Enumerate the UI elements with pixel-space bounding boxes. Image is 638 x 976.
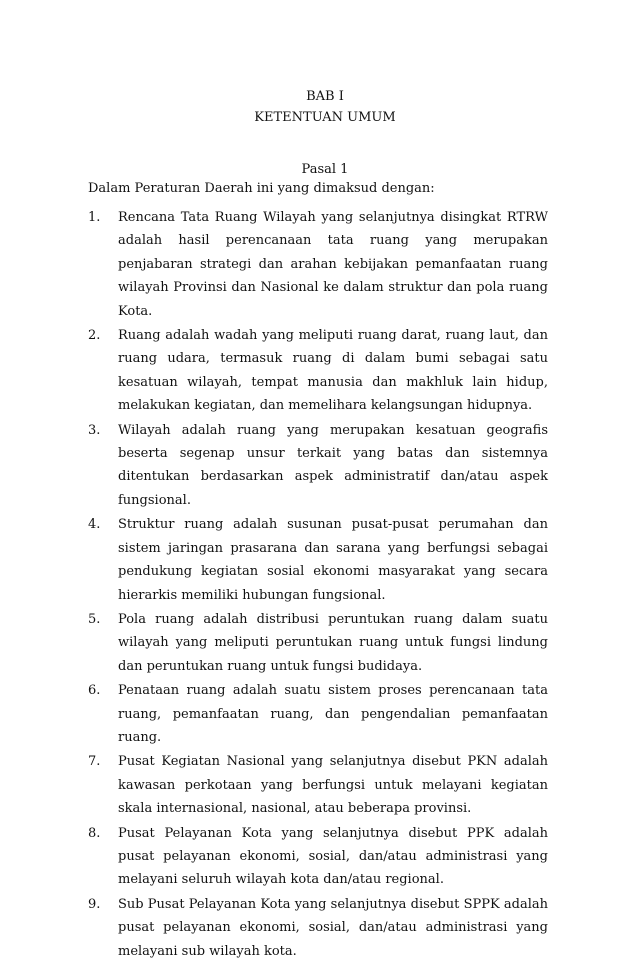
- list-item: [88, 893, 548, 963]
- item-number: 4.: [88, 517, 101, 533]
- item-text: Ruang adalah wadah yang meliputi ruang darat, ruang laut, dan ruang udara, termasuk ruang di dalam bumi sebagai satu kesatuan wilayah, tempat manusia dan makhluk lain hidup, melakukan kegiatan, dan memelihara kelangsungan hidupnya.: [118, 328, 548, 414]
- list-item: [88, 419, 548, 513]
- definitions-intro: Dalam Peraturan Daerah ini yang dimaksud dengan:: [88, 181, 435, 196]
- item-text: Sub Pusat Pelayanan Kota yang selanjutnya disebut SPPK adalah pusat pelayanan ekonomi, sosial, dan/atau administrasi yang melayani sub wilayah kota.: [118, 896, 548, 959]
- item-number: 2.: [88, 328, 101, 344]
- list-item: [88, 750, 548, 820]
- item-number: 3.: [88, 422, 101, 438]
- definitions-list: [88, 206, 548, 963]
- chapter-title: KETENTUAN UMUM: [254, 110, 396, 125]
- item-text: Pusat Kegiatan Nasional yang selanjutnya disebut PKN adalah kawasan perkotaan yang berfungsi untuk melayani kegiatan skala internasional, nasional, atau beberapa provinsi.: [118, 754, 548, 817]
- item-number: 1.: [88, 210, 101, 225]
- item-number: 9.: [88, 896, 101, 912]
- item-text: Pola ruang adalah distribusi peruntukan ruang dalam suatu wilayah yang meliputi peruntukan ruang untuk fungsi lindung dan peruntukan ruang untuk fungsi budidaya.: [118, 611, 548, 674]
- item-text: Pusat Pelayanan Kota yang selanjutnya disebut PPK adalah pusat pelayanan ekonomi, sosial, dan/atau administrasi yang melayani seluruh wilayah kota dan/atau regional.: [118, 825, 548, 888]
- chapter-number: BAB I: [306, 89, 344, 104]
- list-item: [88, 608, 548, 678]
- item-text: Rencana Tata Ruang Wilayah yang selanjutnya disingkat RTRW adalah hasil perencanaan tata ruang yang merupakan penjabaran strategi dan arahan kebijakan pemanfaatan ruang wilayah Provinsi dan Nasional ke dalam struktur dan pola ruang Kota.: [118, 210, 548, 319]
- item-number: 6.: [88, 683, 101, 699]
- item-number: 5.: [88, 611, 101, 627]
- list-item: [88, 324, 548, 418]
- list-item: [88, 513, 548, 607]
- article-number: Pasal 1: [301, 162, 349, 177]
- list-item: [88, 679, 548, 749]
- item-text: Wilayah adalah ruang yang merupakan kesatuan geografis beserta segenap unsur terkait yang batas dan sistemnya ditentukan berdasarkan aspek administratif dan/atau aspek fungsional.: [118, 422, 548, 508]
- list-item: [88, 206, 548, 323]
- item-number: 8.: [88, 825, 101, 841]
- item-text: Struktur ruang adalah susunan pusat-pusat perumahan dan sistem jaringan prasarana dan sarana yang berfungsi sebagai pendukung kegiatan sosial ekonomi masyarakat yang secara hierarkis memiliki hubungan fungsional.: [118, 517, 548, 603]
- item-text: Penataan ruang adalah suatu sistem proses perencanaan tata ruang, pemanfaatan ruang, dan pengendalian pemanfaatan ruang.: [118, 683, 548, 745]
- item-number: 7.: [88, 754, 101, 770]
- list-item: [88, 822, 548, 892]
